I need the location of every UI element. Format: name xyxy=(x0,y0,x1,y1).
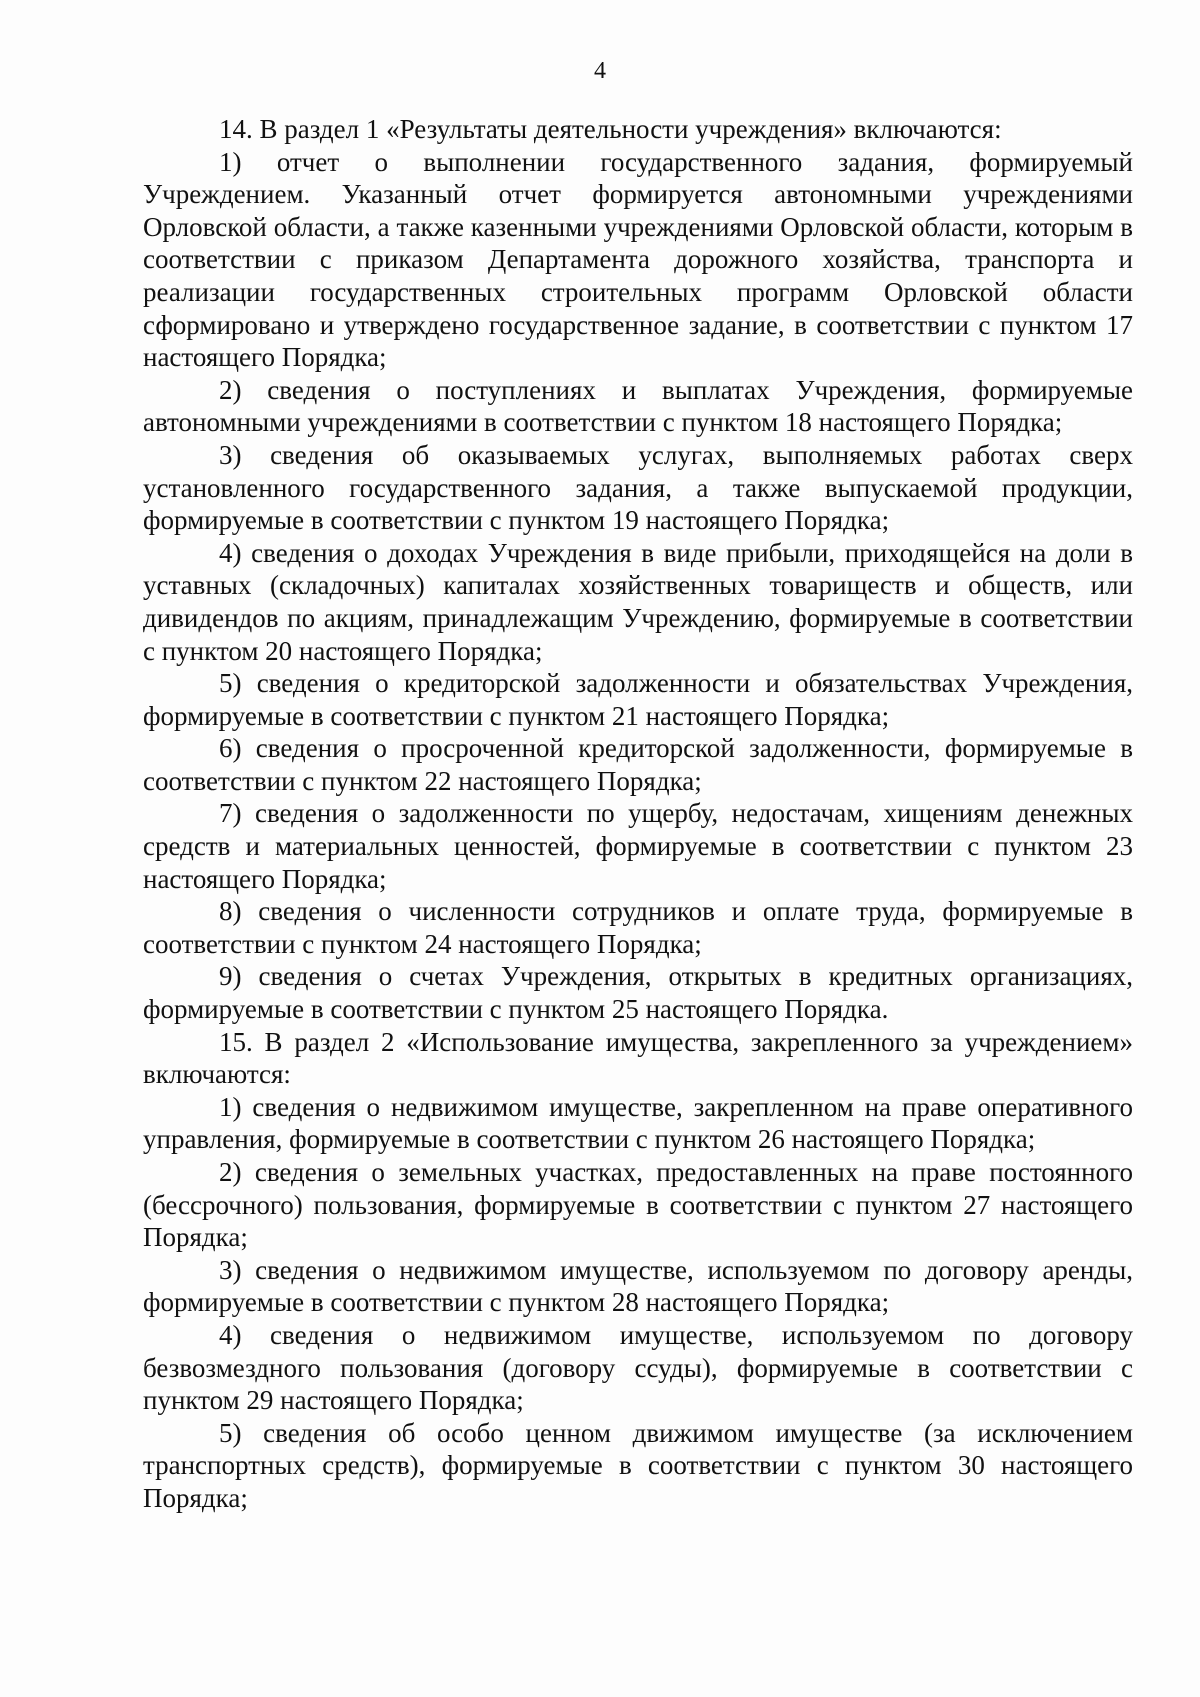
document-body xyxy=(143,113,1133,1515)
paragraph-item: 6) сведения о просроченной кредиторской задолженности, формируемые в соответствии с пунктом 22 настоящего Порядка; xyxy=(143,733,1133,796)
paragraph-section-15-heading: 15. В раздел 2 «Использование имущества, закрепленного за учреждением» включаются: xyxy=(143,1026,1133,1090)
paragraph-item: 5) сведения об особо ценном движимом имуществе (за исключением транспортных средств), формируемые в соответствии с пунктом 30 настоящего Порядка; xyxy=(143,1417,1133,1513)
paragraph-section-14-heading: 14. В раздел 1 «Результаты деятельности учреждения» включаются: xyxy=(219,114,1002,144)
paragraph-item: 4) сведения о доходах Учреждения в виде прибыли, приходящейся на доли в уставных (складочных) капиталах хозяйственных товариществ и обществ, или дивидендов по акциям, принадлежащим Учреждению, формируемые в соответствии с пунктом 20 настоящего Порядка; xyxy=(143,537,1133,666)
paragraph-item: 4) сведения о недвижимом имуществе, используемом по договору безвозмездного пользования (договору ссуды), формируемые в соответствии с пунктом 29 настоящего Порядка; xyxy=(143,1319,1133,1416)
paragraph-item: 8) сведения о численности сотрудников и оплате труда, формируемые в соответствии с пунктом 24 настоящего Порядка; xyxy=(143,896,1133,959)
paragraph-item: 9) сведения о счетах Учреждения, открытых в кредитных организациях, формируемые в соответствии с пунктом 25 настоящего Порядка. xyxy=(143,961,1133,1025)
paragraph-item: 7) сведения о задолженности по ущербу, недостачам, хищениям денежных средств и материальных ценностей, формируемые в соответствии с пунктом 23 настоящего Порядка; xyxy=(143,798,1133,894)
paragraph-item: 3) сведения об оказываемых услугах, выполняемых работах сверх установленного государственного задания, а также выпускаемой продукции, формируемые в соответствии с пунктом 19 настоящего Порядка; xyxy=(143,439,1133,536)
paragraph-item: 3) сведения о недвижимом имуществе, используемом по договору аренды, формируемые в соответствии с пунктом 28 настоящего Порядка; xyxy=(143,1254,1133,1318)
paragraph-item: 1) отчет о выполнении государственного задания, формируемый Учреждением. Указанный отчет формируется автономными учреждениями Орловской области, а также казенными учреждениями Орловской области, которым в соответствии с приказом Департамента дорожного хозяйства, транспорта и реализации государственных строительных программ Орловской области сформировано и утверждено государственное задание, в соответствии с пунктом 17 настоящего Порядка; xyxy=(143,146,1133,373)
paragraph-item: 2) сведения о поступлениях и выплатах Учреждения, формируемые автономными учреждениями в соответствии с пунктом 18 настоящего Порядка; xyxy=(143,374,1133,438)
page-number: 4 xyxy=(594,58,606,84)
paragraph-item: 5) сведения о кредиторской задолженности и обязательствах Учреждения, формируемые в соответствии с пунктом 21 настоящего Порядка; xyxy=(143,668,1133,731)
paragraph-item: 2) сведения о земельных участках, предоставленных на праве постоянного (бессрочного) пользования, формируемые в соответствии с пунктом 27 настоящего Порядка; xyxy=(143,1157,1133,1253)
paragraph-item: 1) сведения о недвижимом имуществе, закрепленном на праве оперативного управления, формируемые в соответствии с пунктом 26 настоящего Порядка; xyxy=(143,1091,1133,1155)
